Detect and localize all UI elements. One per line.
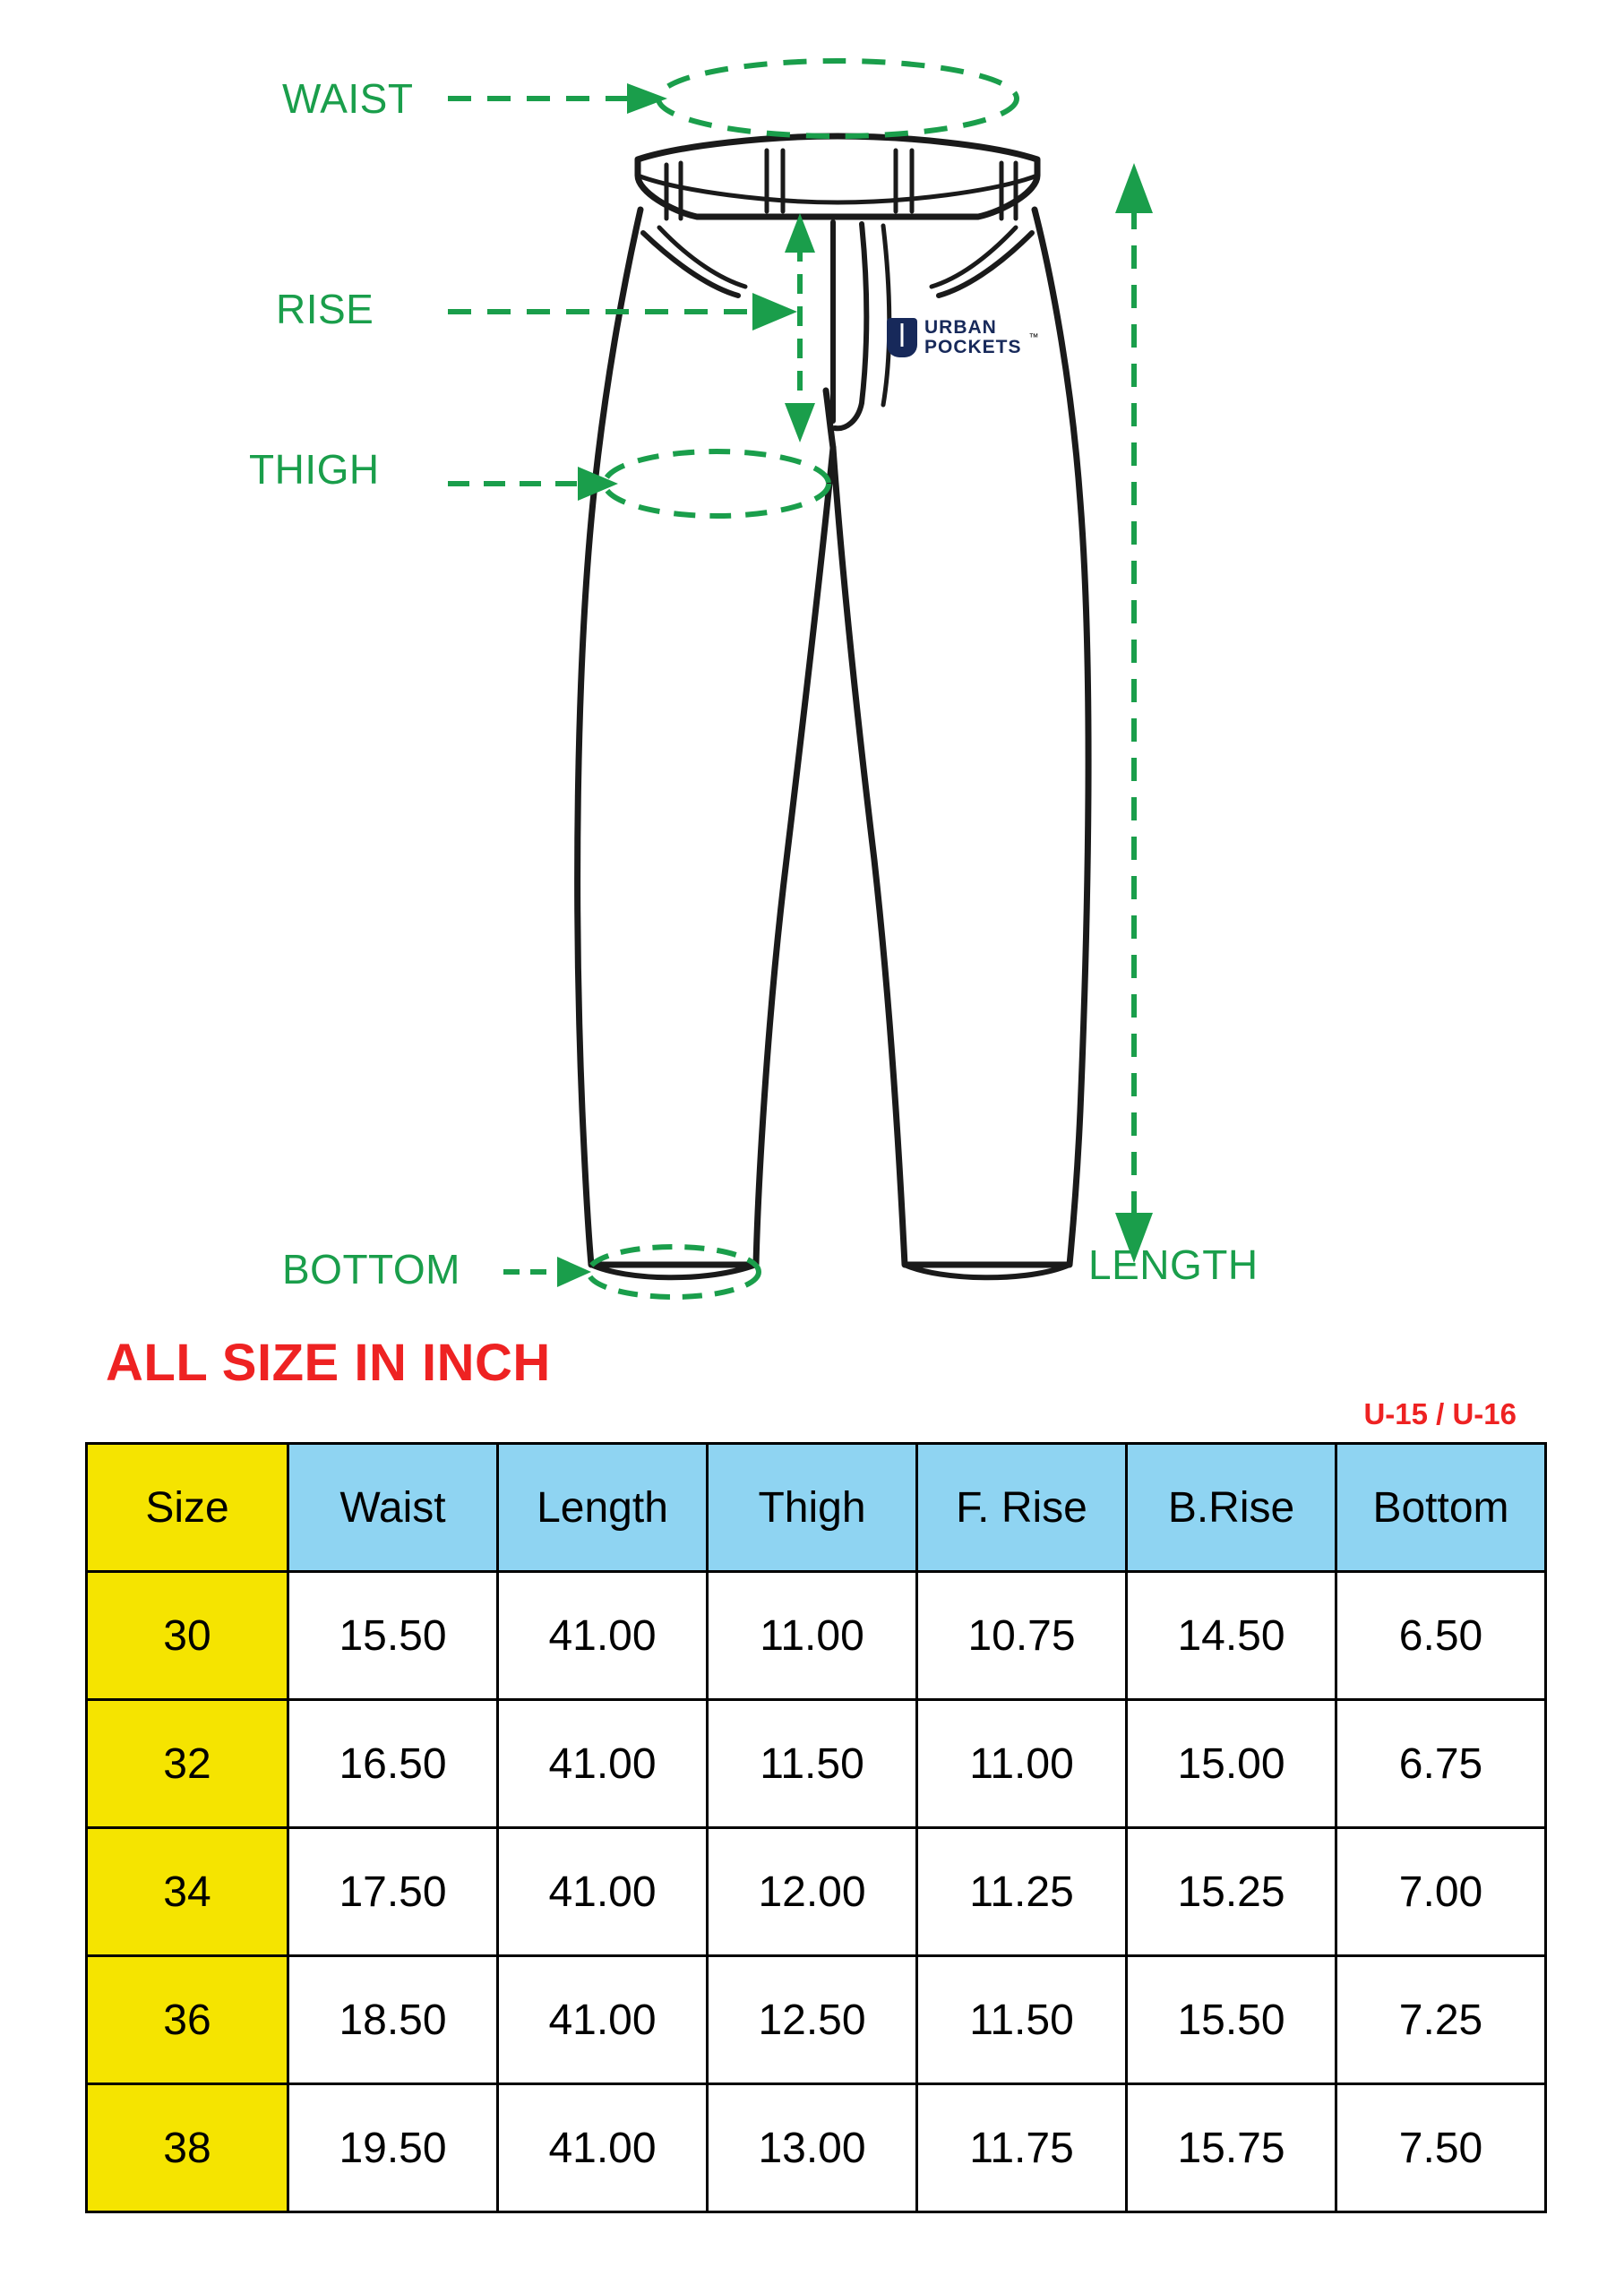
cell-f-rise: 11.00 xyxy=(917,1700,1127,1828)
cell-thigh: 11.50 xyxy=(708,1700,917,1828)
cell-b-rise: 15.00 xyxy=(1127,1700,1336,1828)
cell-bottom: 7.00 xyxy=(1336,1828,1546,1956)
cell-length: 41.00 xyxy=(498,1572,708,1700)
brand-line-2: POCKETS xyxy=(924,337,1022,358)
cell-waist: 17.50 xyxy=(288,1828,498,1956)
column-header-bottom: Bottom xyxy=(1336,1444,1546,1572)
cell-thigh: 12.50 xyxy=(708,1956,917,2084)
cell-bottom: 6.75 xyxy=(1336,1700,1546,1828)
brand-line-1: URBAN xyxy=(924,317,997,338)
cell-size: 38 xyxy=(87,2084,288,2212)
cell-length: 41.00 xyxy=(498,1956,708,2084)
trademark-symbol: ™ xyxy=(1028,332,1039,344)
table-row xyxy=(87,1828,1546,1956)
cell-bottom: 6.50 xyxy=(1336,1572,1546,1700)
label-length: LENGTH xyxy=(1088,1241,1259,1288)
cell-f-rise: 11.50 xyxy=(917,1956,1127,2084)
table-row xyxy=(87,1700,1546,1828)
cell-f-rise: 11.75 xyxy=(917,2084,1127,2212)
cell-waist: 16.50 xyxy=(288,1700,498,1828)
cell-f-rise: 10.75 xyxy=(917,1572,1127,1700)
cell-length: 41.00 xyxy=(498,1700,708,1828)
brand-wordmark xyxy=(924,318,1022,357)
column-header-size: Size xyxy=(87,1444,288,1572)
cell-thigh: 11.00 xyxy=(708,1572,917,1700)
size-chart-table xyxy=(85,1442,1547,2213)
cell-bottom: 7.50 xyxy=(1336,2084,1546,2212)
cell-waist: 15.50 xyxy=(288,1572,498,1700)
label-bottom: BOTTOM xyxy=(282,1246,460,1292)
cell-thigh: 13.00 xyxy=(708,2084,917,2212)
cell-b-rise: 15.75 xyxy=(1127,2084,1336,2212)
table-row xyxy=(87,1956,1546,2084)
cell-length: 41.00 xyxy=(498,2084,708,2212)
shield-icon xyxy=(887,318,917,357)
brand-logo xyxy=(887,318,1039,357)
table-row xyxy=(87,2084,1546,2212)
column-header-thigh: Thigh xyxy=(708,1444,917,1572)
label-waist: WAIST xyxy=(282,75,414,122)
column-header-f-rise: F. Rise xyxy=(917,1444,1127,1572)
table-header-row xyxy=(87,1444,1546,1572)
column-header-length: Length xyxy=(498,1444,708,1572)
sku-code-label: U-15 / U-16 xyxy=(1363,1397,1517,1430)
cell-waist: 19.50 xyxy=(288,2084,498,2212)
cell-size: 36 xyxy=(87,1956,288,2084)
cell-size: 34 xyxy=(87,1828,288,1956)
label-rise: RISE xyxy=(276,286,374,332)
column-header-b-rise: B.Rise xyxy=(1127,1444,1336,1572)
cell-bottom: 7.25 xyxy=(1336,1956,1546,2084)
cell-f-rise: 11.25 xyxy=(917,1828,1127,1956)
table-row xyxy=(87,1572,1546,1700)
cell-thigh: 12.00 xyxy=(708,1828,917,1956)
cell-b-rise: 15.50 xyxy=(1127,1956,1336,2084)
page-title: ALL SIZE IN INCH xyxy=(106,1334,551,1392)
cell-size: 32 xyxy=(87,1700,288,1828)
label-thigh: THIGH xyxy=(249,446,380,493)
column-header-waist: Waist xyxy=(288,1444,498,1572)
cell-b-rise: 15.25 xyxy=(1127,1828,1336,1956)
cell-length: 41.00 xyxy=(498,1828,708,1956)
cell-b-rise: 14.50 xyxy=(1127,1572,1336,1700)
cell-size: 30 xyxy=(87,1572,288,1700)
cell-waist: 18.50 xyxy=(288,1956,498,2084)
